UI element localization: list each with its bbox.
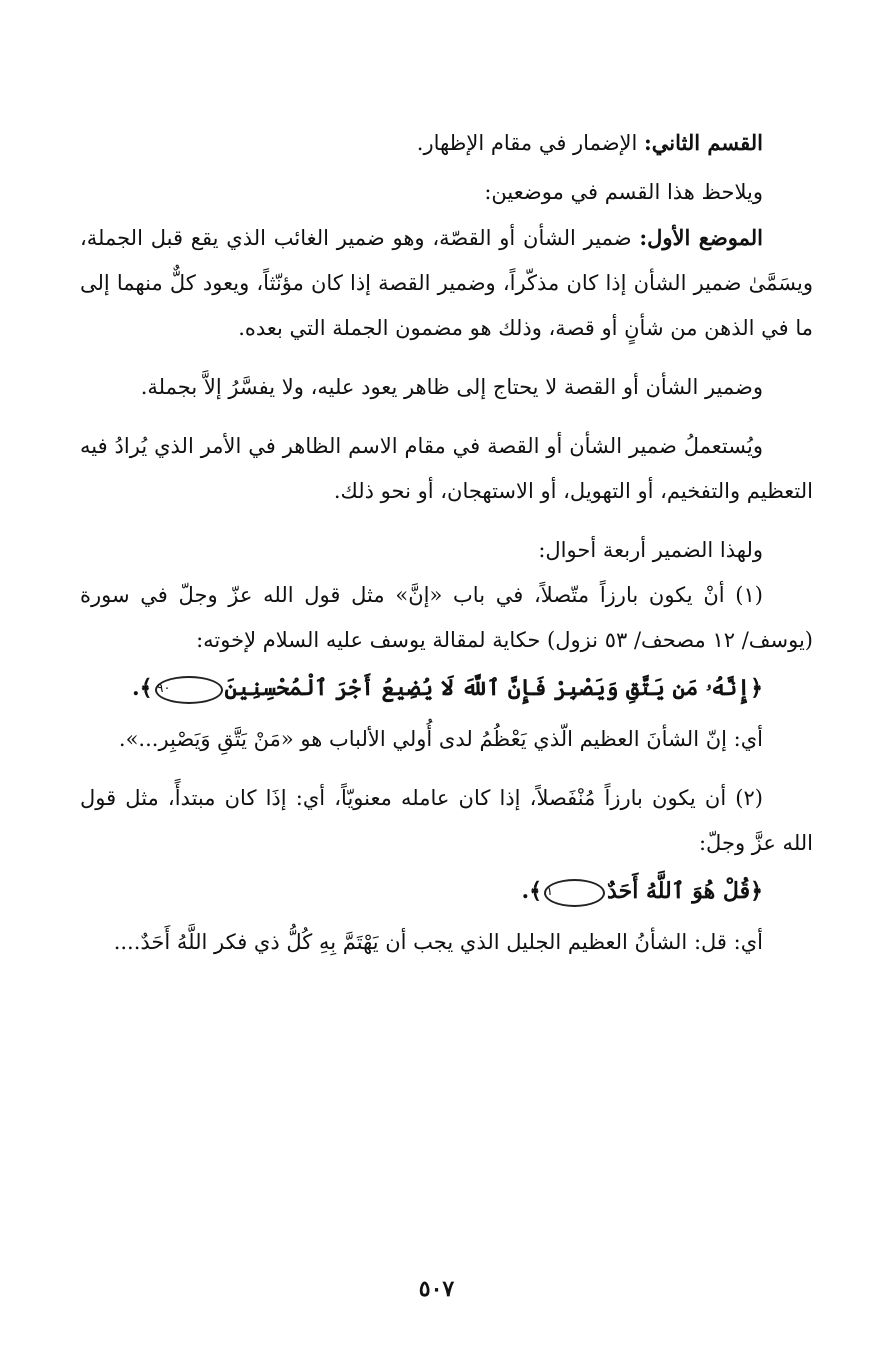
ayah-number-icon: ١ bbox=[544, 879, 605, 907]
intro-paragraph: ويلاحظ هذا القسم في موضعين: bbox=[484, 180, 763, 204]
place1-paragraph bbox=[80, 215, 813, 351]
case1-explanation: أي: إنّ الشأنَ العظيم الّذي يَعْظُمُ لدى أُولي الألباب هو «مَنْ يَتَّقِ وَيَصْبِر...». bbox=[118, 727, 763, 751]
section-heading bbox=[80, 120, 813, 166]
section-title: القسم الثاني: bbox=[644, 130, 763, 155]
section-title-rest: الإضمار في مقام الإظهار. bbox=[416, 131, 645, 155]
case2-explanation: أي: قل: الشأنُ العظيم الجليل الذي يجب أن يَهْتَمَّ بِهِ كُلُّ ذي فكر اللَّهُ أَحَدٌ.... bbox=[113, 930, 763, 954]
case2-verse-end: ﴾. bbox=[521, 878, 543, 904]
place1-text: ضمير الشأن أو القصّة، وهو ضمير الغائب الذي يقع قبل الجملة، ويسَمَّىٰ ضمير الشأن إذا كان مذكّراً، وضمير القصة إذا كان مؤنّثاً، ويعود كلٌّ منهما إلى ما في الذهن من شأنٍ أو قصة، وذلك هو مضمون الجملة التي بعده. bbox=[80, 226, 813, 340]
case2-paragraph: (٢) أن يكون بارزاً مُنْفَصلاً، إذا كان عامله معنويّاً، أي: إذَا كان مبتدأً، مثل قول الله عزَّ وجلّ: bbox=[80, 786, 813, 855]
page-content bbox=[80, 120, 813, 1371]
case1-paragraph: (١) أنْ يكون بارزاً متّصلاً، في باب «إنَّ» مثل قول الله عزّ وجلّ في سورة (يوسف/ ١٢ مصحف/ ٥٣ نزول) حكاية لمقالة يوسف عليه السلام لإخوته: bbox=[80, 583, 813, 652]
case1-verse-end: ﴾. bbox=[131, 675, 153, 701]
place1-label: الموضع الأول: bbox=[639, 225, 763, 250]
case2-verse-text: ﴿قُلْ هُوَ ٱللَّهُ أَحَدٌ bbox=[607, 878, 763, 904]
ayah-number-icon: ٩٠ bbox=[155, 676, 223, 704]
case2-verse bbox=[80, 866, 813, 916]
paragraph-2: وضمير الشأن أو القصة لا يحتاج إلى ظاهر يعود عليه، ولا يفسَّرُ إلاَّ بجملة. bbox=[140, 375, 763, 399]
paragraph-4: ولهذا الضمير أربعة أحوال: bbox=[538, 538, 763, 562]
page-number: ٥٠٧ bbox=[418, 1276, 455, 1302]
case1-verse-text: ﴿إِنَّهُۥ مَن يَتَّقِ وَيَصْبِرْ فَإِنَّ ٱللَّهَ لَا يُضِيعُ أَجْرَ ٱلْمُحْسِنِينَ bbox=[224, 675, 763, 701]
case1-verse bbox=[80, 663, 813, 713]
paragraph-3: ويُستعملُ ضمير الشأن أو القصة في مقام الاسم الظاهر في الأمر الذي يُرادُ فيه التعظيم والتفخيم، أو التهويل، أو الاستهجان، أو نحو ذلك. bbox=[80, 434, 813, 503]
